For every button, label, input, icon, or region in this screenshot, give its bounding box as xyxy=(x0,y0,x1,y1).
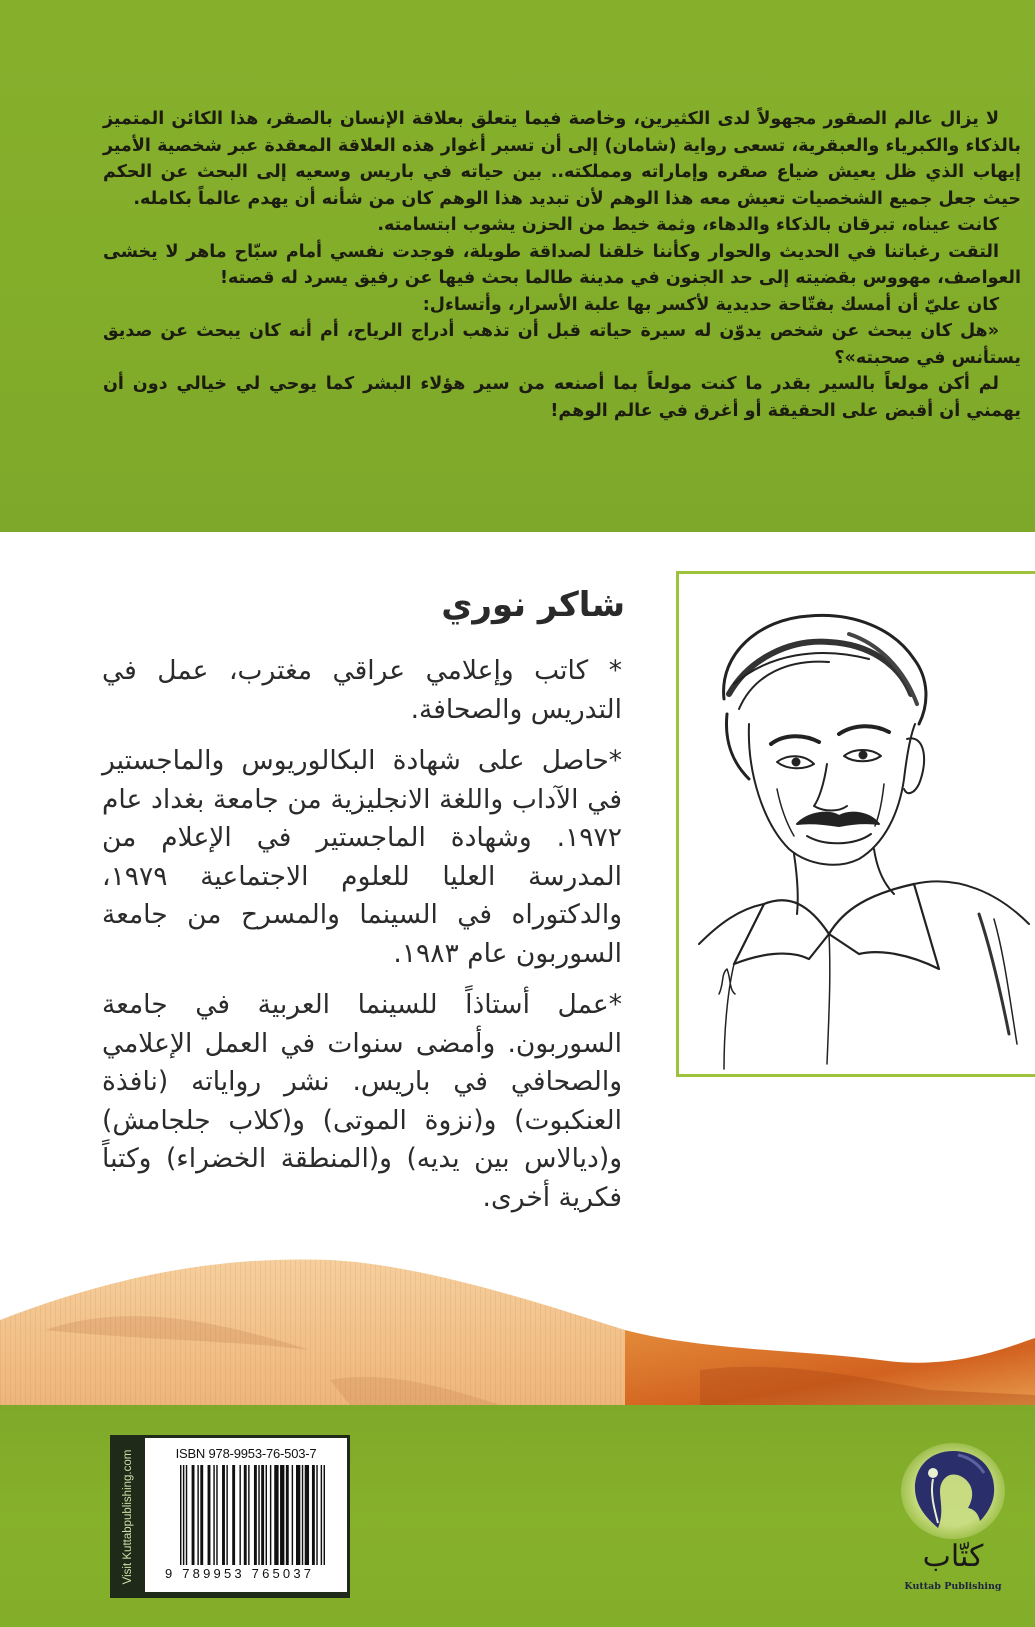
dunes-icon xyxy=(0,1200,1035,1405)
barcode-icon xyxy=(180,1465,325,1570)
blurb-text xyxy=(103,106,1021,424)
barcode-bar xyxy=(226,1465,227,1565)
barcode-bar xyxy=(292,1465,293,1565)
blurb-paragraph: كان عليّ أن أمسك بفتّاحة حديدية لأكسر بها علبة الأسرار، وأتساءل: xyxy=(422,294,999,315)
barcode-bar xyxy=(316,1465,317,1565)
barcode-bar xyxy=(208,1465,211,1565)
isbn-barcode-block xyxy=(110,1435,350,1598)
barcode-bar xyxy=(270,1465,271,1565)
blurb-paragraph: التقت رغباتنا في الحديث والحوار وكأننا خلقنا لصداقة طويلة، فوجدت نفسي أمام سبّاح ماهر لا يخشى العواصف، مهووس بقضيته إلى حد الجنون في مدينة طالما بحث فيها عن رفيق يسرد له قصته! xyxy=(103,241,1021,288)
barcode-bar xyxy=(274,1465,278,1565)
barcode-bar xyxy=(222,1465,225,1565)
barcode-bar xyxy=(261,1465,264,1565)
publisher-logo xyxy=(898,1443,1008,1613)
barcode-bar xyxy=(180,1465,181,1565)
barcode-bar xyxy=(232,1465,235,1565)
author-portrait-frame xyxy=(676,571,1035,1077)
bio-paragraph: *حاصل على شهادة البكالوريوس والماجستير في الآداب واللغة الانجليزية من جامعة بغداد عام ١٩٧٢. وشهادة الماجستير في الإعلام من المدرسة العليا للعلوم الاجتماعية ١٩٧٩، والدكتوراه في السينما والمسرح من جامعة السوربون عام ١٩٨٣. xyxy=(102,745,622,969)
barcode-bar xyxy=(183,1465,184,1565)
barcode-bar xyxy=(321,1465,322,1565)
publisher-arabic-name: كتّاب xyxy=(922,1539,984,1574)
barcode-label xyxy=(145,1438,347,1592)
author-bio xyxy=(102,652,622,1230)
barcode-bar xyxy=(254,1465,257,1565)
barcode-bar xyxy=(258,1465,259,1565)
author-portrait-icon xyxy=(679,574,1035,1074)
barcode-bar xyxy=(200,1465,203,1565)
bio-paragraph: *عمل أستاذاً للسينما العربية في جامعة السوربون. وأمضى سنوات في العمل الإعلامي والصحافي في باريس. نشر رواياته (نافذة العنكبوت) و(نزوة الموتى) و(كلاب جلجامش) و(ديالاس بين يديه) و(المنطقة الخضراء) وكتباً فكرية أخرى. xyxy=(102,989,622,1213)
barcode-bar xyxy=(302,1465,303,1565)
barcode-bar xyxy=(324,1465,325,1565)
barcode-bar xyxy=(213,1465,214,1565)
publisher-english-name: Kuttab Publishing xyxy=(904,1581,1002,1592)
barcode-bar xyxy=(305,1465,309,1565)
barcode-bar xyxy=(186,1465,187,1565)
blurb-paragraph: لا يزال عالم الصقور مجهولاً لدى الكثيرين، وخاصة فيما يتعلق بعلاقة الإنسان بالصقر، هذا الكائن المتميز بالذكاء والكبرياء والعبقرية، تسعى رواية (شامان) إلى أن تسبر أغوار هذه العلاقة المعقدة عبر شخصية الأمير إيهاب الذي ظل يعيش ضياع صقره وإماراته ومملكته.. بين حياته في باريس وسعيه إلى البحث عن الحكم حيث جعل جميع الشخصيات تعيش معه هذا الوهم لأن تبديد هذا الوهم كان من شأنه أن يهدم عالماً بكامله. xyxy=(103,109,1021,209)
barcode-bar xyxy=(280,1465,284,1565)
blurb-paragraph: لم أكن مولعاً بالسير بقدر ما كنت مولعاً بما أصنعه من سير هؤلاء البشر كما يوحي لي خيالي دون أن يهمني أن أقبض على الحقيقة أو أغرق في عالم الوهم! xyxy=(103,374,1021,421)
website-strip xyxy=(110,1435,145,1598)
blurb-paragraph: «هل كان يبحث عن شخص يدوّن له سيرة حياته قبل أن تذهب أدراج الرياح، أم أنه كان يبحث عن صديق يستأنس في صحبته»؟ xyxy=(103,321,1021,368)
isbn-label: ISBN 978-9953-76-503-7 xyxy=(175,1446,317,1461)
barcode-bar xyxy=(312,1465,315,1565)
barcode-bar xyxy=(192,1465,195,1565)
barcode-digits: 9 789953 765037 xyxy=(165,1566,315,1581)
website-text: Visit Kuttabpublishing.com xyxy=(121,1449,134,1584)
barcode-bar xyxy=(216,1465,217,1565)
barcode-bar xyxy=(244,1465,247,1565)
barcode-bar xyxy=(197,1465,198,1565)
barcode-bar xyxy=(296,1465,300,1565)
author-name: شاكر نوري xyxy=(441,585,625,625)
bio-paragraph: * كاتب وإعلامي عراقي مغترب، عمل في التدريس والصحافة. xyxy=(102,655,622,725)
horse-head-logo-icon xyxy=(898,1443,1008,1543)
barcode-bar xyxy=(248,1465,249,1565)
blurb-paragraph: كانت عيناه، تبرقان بالذكاء والدهاء، وثمة خيط من الحزن يشوب ابتسامته. xyxy=(377,215,999,235)
barcode-bar xyxy=(239,1465,240,1565)
desert-dunes-illustration xyxy=(0,1200,1035,1405)
barcode-bar xyxy=(286,1465,289,1565)
barcode-bar xyxy=(266,1465,267,1565)
